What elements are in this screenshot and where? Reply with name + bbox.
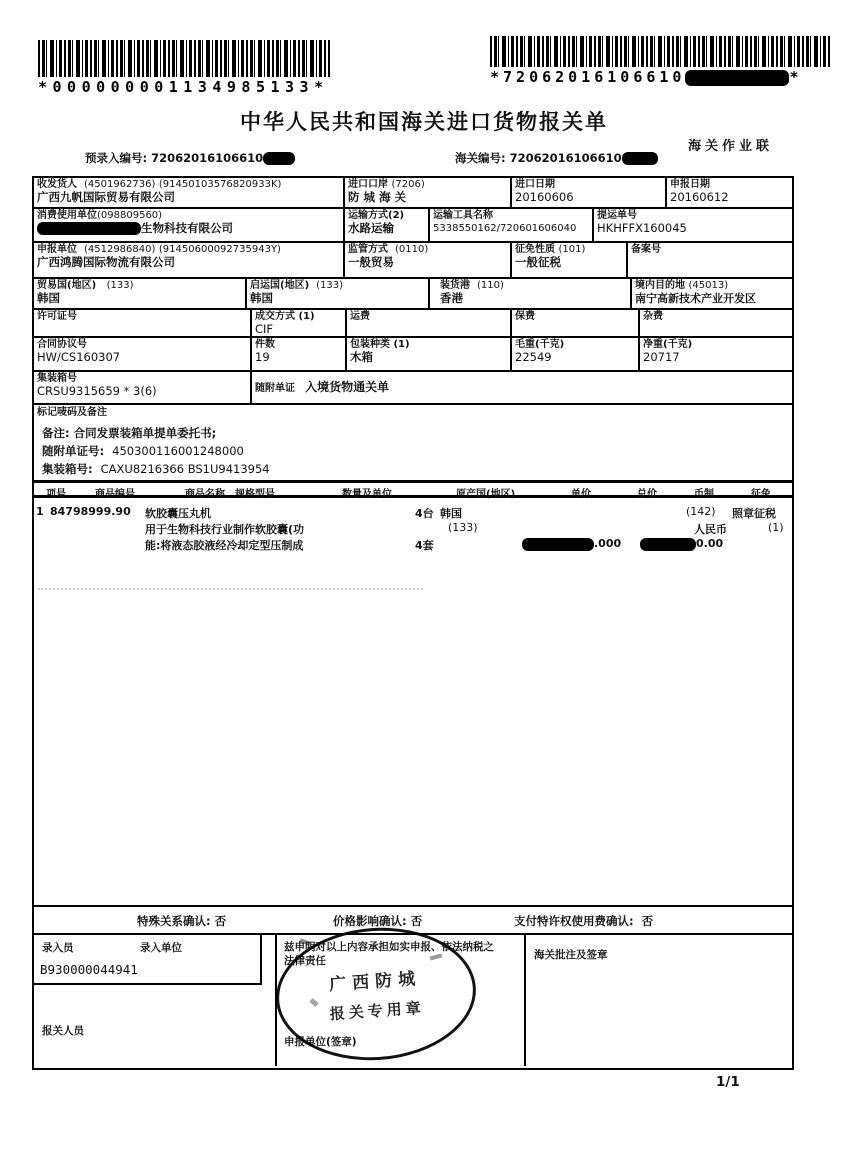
pre-entry-label: 预录入编号: xyxy=(85,151,148,165)
special-relation-confirm xyxy=(137,913,226,929)
footer-divider-right xyxy=(524,935,526,1066)
item-name-line3: 能:将液态胶液经冷却定型压制成 xyxy=(145,539,304,552)
declare-unit-code1: (4512986840) xyxy=(83,244,156,255)
field-package-type xyxy=(347,338,512,372)
destination-label: 境内目的地 xyxy=(635,280,685,291)
field-consignee xyxy=(34,178,345,209)
field-tax-nature xyxy=(512,243,628,279)
marks-remarks-section xyxy=(34,405,792,480)
transaction-mode-value: CIF xyxy=(255,322,274,336)
barcode-right-text xyxy=(490,68,803,86)
consumer-unit-value: 生物科技有限公司 xyxy=(141,221,233,235)
trade-mode-label: 监管方式 xyxy=(348,244,388,255)
field-attached-docs xyxy=(252,372,792,405)
container-list-line xyxy=(42,461,270,477)
pre-entry-redaction xyxy=(263,152,295,165)
package-type-value: 木箱 xyxy=(350,350,373,364)
transport-mode-label: 运输方式(2) xyxy=(348,210,405,221)
gross-weight-value: 22549 xyxy=(515,350,552,364)
royalty-label: 支付特许权使用费确认: xyxy=(514,914,634,928)
col-item-no: 项号 xyxy=(46,489,66,500)
field-transaction-mode xyxy=(252,310,347,338)
royalty-confirm xyxy=(514,913,653,929)
consignee-value: 广西九帆国际贸易有限公司 xyxy=(37,190,175,204)
col-total-price: 总价 xyxy=(637,489,657,500)
license-number-label: 许可证号 xyxy=(37,311,77,322)
item-unit-price xyxy=(522,537,621,551)
destination-value: 南宁高新技术产业开发区 xyxy=(635,292,756,305)
customs-number xyxy=(455,150,658,166)
trade-country-value: 韩国 xyxy=(37,291,60,305)
field-license-number xyxy=(34,310,252,338)
col-currency: 币制 xyxy=(694,489,714,500)
trade-country-label: 贸易国(地区) xyxy=(37,280,97,291)
remarks-line: 备注: 合同发票装箱单提单委托书; xyxy=(42,426,217,440)
field-declare-unit xyxy=(34,243,345,279)
field-trade-country xyxy=(34,279,247,310)
declarant-label: 报关人员 xyxy=(42,1025,84,1037)
trade-country-code: (133) xyxy=(106,280,134,291)
field-record-number xyxy=(628,243,792,279)
marks-remarks-label: 标记唛码及备注 xyxy=(37,407,107,418)
field-trade-mode xyxy=(345,243,512,279)
attached-docs-label: 随附单证 xyxy=(255,383,295,394)
field-transport-mode xyxy=(345,209,430,243)
declare-unit-value: 广西鸿腾国际物流有限公司 xyxy=(37,255,175,269)
customs-number-value: 72062016106610 xyxy=(509,151,622,165)
item-hs-code: 84798999.90 xyxy=(50,505,131,518)
entry-unit-label: 录入单位 xyxy=(140,942,182,954)
col-hs-code: 商品编号 xyxy=(95,489,135,500)
tax-nature-label: 征免性质 xyxy=(515,244,555,255)
container-list-label: 集装箱号: xyxy=(42,462,93,476)
col-name-spec: 商品名称、规格型号 xyxy=(185,489,275,500)
import-date-value: 20160606 xyxy=(515,190,574,204)
pre-entry-number xyxy=(85,150,295,166)
transport-mode-value: 水路运输 xyxy=(348,221,394,235)
field-freight xyxy=(347,310,512,338)
bill-number-value: HKHFFX160045 xyxy=(597,221,687,235)
item-origin-country: 韩国 xyxy=(440,507,462,520)
declare-date-label: 申报日期 xyxy=(670,179,710,190)
gross-weight-label: 毛重(千克) xyxy=(515,339,565,350)
tax-nature-code: (101) xyxy=(558,244,586,255)
trade-mode-value: 一般贸易 xyxy=(348,255,394,269)
declaration-statement-line1: 兹申明对以上内容承担如实申报、依法纳税之 xyxy=(284,941,494,953)
col-levy: 征免 xyxy=(751,489,771,500)
field-declare-date xyxy=(667,178,792,209)
attached-doc-number-value: 450300116001248000 xyxy=(112,444,244,458)
import-date-label: 进口日期 xyxy=(515,179,555,190)
field-import-port xyxy=(345,178,512,209)
consumer-unit-label: 消费使用单位 xyxy=(37,210,97,221)
stamp-line1: 广西防城 xyxy=(328,968,422,996)
container-list-value: CAXU8216366 BS1U9413954 xyxy=(100,462,270,476)
departure-country-value: 韩国 xyxy=(250,291,273,305)
consignee-code2: (91450103576820933K) xyxy=(158,179,282,190)
barcode-right-prefix: *72062016106610 xyxy=(490,68,686,86)
item-table-header xyxy=(34,480,792,498)
declare-date-value: 20160612 xyxy=(670,190,729,204)
consignee-label: 收发货人 xyxy=(37,179,77,190)
net-weight-label: 净重(千克) xyxy=(643,339,693,350)
field-net-weight xyxy=(640,338,792,372)
item-name-line2: 用于生物科技行业制作软胶囊(功 xyxy=(145,523,305,536)
page-number: 1/1 xyxy=(716,1074,740,1090)
tax-nature-value: 一般征税 xyxy=(515,255,561,269)
price-influence-value: 否 xyxy=(410,914,423,928)
bill-number-label: 提运单号 xyxy=(597,210,637,221)
field-misc-fees xyxy=(640,310,792,338)
loading-port-code: (110) xyxy=(476,280,504,291)
contract-number-value: HW/CS160307 xyxy=(37,350,121,364)
scan-ghost-artifact xyxy=(38,588,423,590)
royalty-value: 否 xyxy=(641,914,654,928)
field-consumer-unit xyxy=(34,209,345,243)
net-weight-value: 20717 xyxy=(643,350,680,364)
col-qty-unit: 数量及单位 xyxy=(342,489,392,500)
item-qty2: 4套 xyxy=(415,539,434,552)
pre-entry-value: 72062016106610 xyxy=(151,151,264,165)
transport-name-label: 运输工具名称 xyxy=(433,210,493,221)
loading-port-value: 香港 xyxy=(440,291,463,305)
transaction-mode-label: 成交方式 (1) xyxy=(255,311,315,322)
item-currency-code: (142) xyxy=(686,505,716,518)
freight-label: 运费 xyxy=(350,311,370,322)
col-unit-price: 单价 xyxy=(571,489,591,500)
field-import-date xyxy=(512,178,667,209)
container-number-value: CRSU9315659 * 3(6) xyxy=(37,384,157,398)
consumer-unit-code: (098809560) xyxy=(97,210,163,221)
attached-docs-value: 入境货物通关单 xyxy=(305,380,390,394)
special-relation-value: 否 xyxy=(214,914,227,928)
consumer-unit-redaction xyxy=(37,222,141,235)
field-bill-number xyxy=(594,209,792,243)
col-origin: 原产国(地区) xyxy=(456,489,516,500)
item-name-line1: 软胶囊压丸机 xyxy=(145,507,211,520)
price-influence-label: 价格影响确认: xyxy=(333,914,407,928)
departure-country-label: 启运国(地区) xyxy=(250,280,310,291)
package-type-label: 包装种类 (1) xyxy=(350,339,410,350)
consignee-code1: (4501962736) xyxy=(83,179,156,190)
field-departure-country xyxy=(247,279,430,310)
insurance-label: 保费 xyxy=(515,311,535,322)
field-insurance xyxy=(512,310,640,338)
unit-price-suffix: .000 xyxy=(594,537,622,550)
barcode-left-text: *000000001134985133* xyxy=(38,78,329,96)
field-contract-number xyxy=(34,338,252,372)
total-price-suffix: 0.00 xyxy=(696,537,724,550)
item-currency: 人民币 xyxy=(694,523,727,536)
declaration-statement-line2: 法律责任 xyxy=(284,955,326,967)
document-title: 中华人民共和国海关进口货物报关单 xyxy=(240,110,608,134)
price-influence-confirm xyxy=(333,913,422,929)
attached-doc-number-line xyxy=(42,443,244,459)
import-port-code: (7206) xyxy=(391,179,425,190)
copy-label: 海关作业联 xyxy=(688,139,774,154)
transport-name-value: 5338550162/720601606040 xyxy=(433,223,577,234)
barcode-right-redaction xyxy=(685,70,789,86)
item-origin-code: (133) xyxy=(448,521,478,534)
declare-unit-sign-label: 申报单位(签章) xyxy=(284,1036,357,1048)
item-no: 1 xyxy=(36,505,44,518)
entry-unit-number: B930000044941 xyxy=(40,962,138,977)
item-area xyxy=(34,498,792,905)
attached-doc-number-label: 随附单证号: xyxy=(42,444,105,458)
field-gross-weight xyxy=(512,338,640,372)
departure-country-code: (133) xyxy=(316,280,343,291)
declare-unit-code2: (91450600092735943Y) xyxy=(158,244,281,255)
barcode-left xyxy=(38,40,330,77)
special-relation-label: 特殊关系确认: xyxy=(137,914,211,928)
item-total-price xyxy=(640,537,723,551)
item-levy-code: (1) xyxy=(768,521,784,534)
field-loading-port xyxy=(430,279,632,310)
loading-port-label: 装货港 xyxy=(440,280,470,291)
entry-clerk-box xyxy=(34,935,262,985)
import-port-value: 防城海关 xyxy=(348,190,410,204)
container-number-label: 集装箱号 xyxy=(37,373,77,384)
field-package-count xyxy=(252,338,347,372)
contract-number-label: 合同协议号 xyxy=(37,339,87,350)
barcode-right-star: * xyxy=(789,68,803,86)
import-port-label: 进口口岸 xyxy=(348,179,388,190)
customs-number-label: 海关编号: xyxy=(455,151,506,165)
field-transport-name xyxy=(430,209,594,243)
barcode-right xyxy=(490,36,832,67)
entry-clerk-label: 录入员 xyxy=(42,942,74,954)
trade-mode-code: (0110) xyxy=(394,244,429,255)
destination-code: (45013) xyxy=(688,280,729,291)
record-number-label: 备案号 xyxy=(631,244,661,255)
package-count-value: 19 xyxy=(255,350,270,364)
misc-fees-label: 杂费 xyxy=(643,311,663,322)
total-price-redaction xyxy=(640,538,696,551)
unit-price-redaction xyxy=(522,538,594,551)
declare-unit-label: 申报单位 xyxy=(37,244,77,255)
customs-note-label: 海关批注及签章 xyxy=(534,949,608,961)
field-container-number xyxy=(34,372,252,405)
field-destination xyxy=(632,279,792,310)
stamp-line2: 报关专用章 xyxy=(329,998,426,1024)
package-count-label: 件数 xyxy=(255,339,275,350)
customs-number-redaction xyxy=(622,152,658,165)
item-qty1: 4台 xyxy=(415,507,434,520)
item-levy-mode: 照章征税 xyxy=(732,507,776,520)
